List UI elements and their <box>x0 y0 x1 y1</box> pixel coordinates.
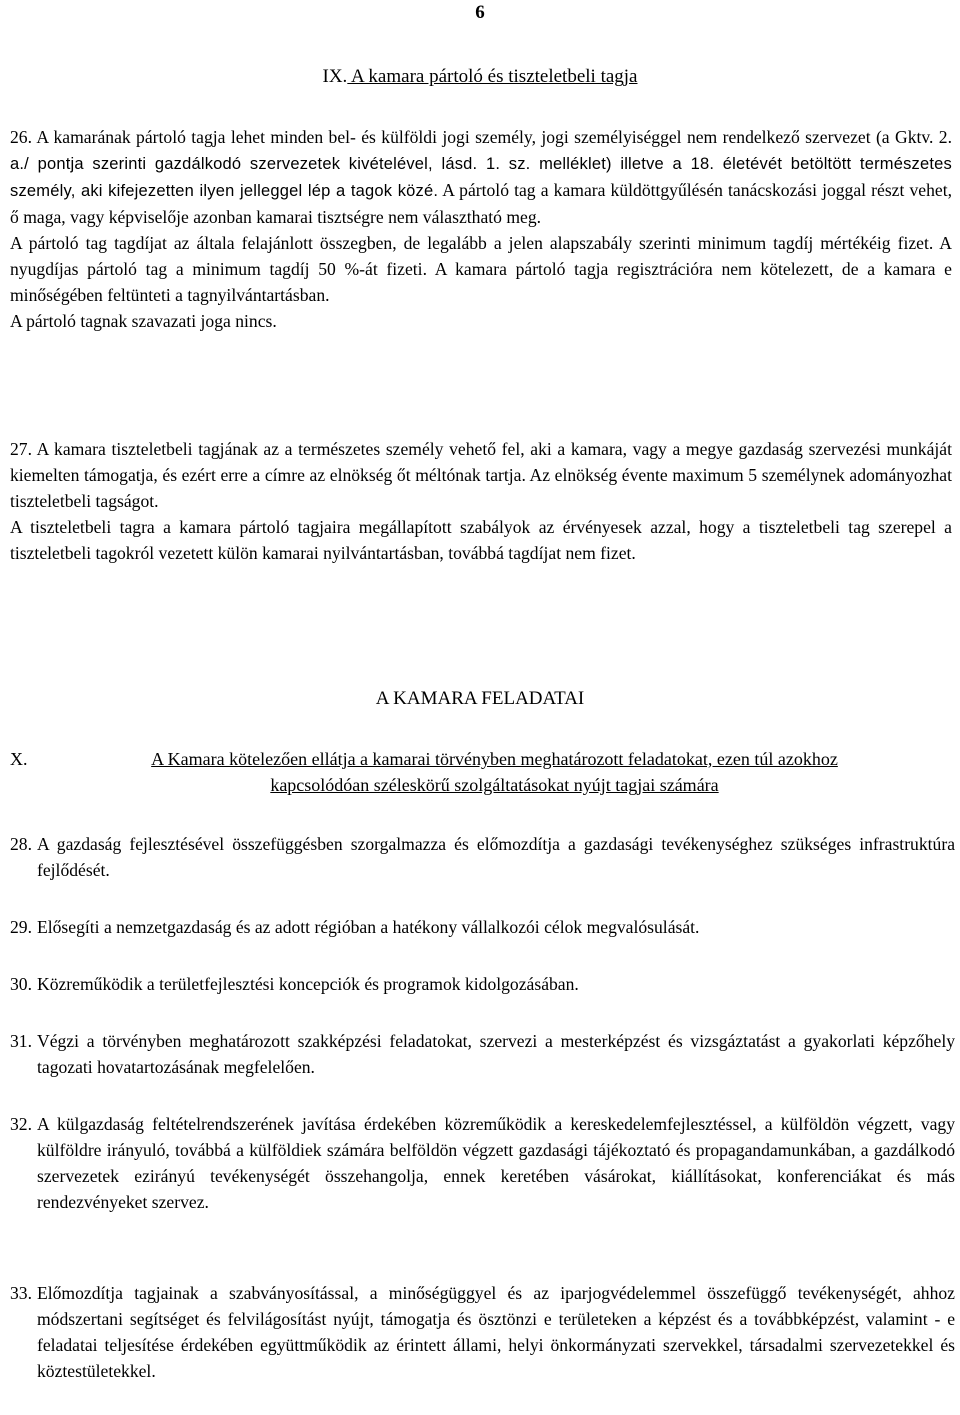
item-29-number: 29. <box>10 917 32 937</box>
item-27-paragraph-1 <box>10 436 952 514</box>
item-26-paragraph-1 <box>10 124 952 230</box>
item-26-lead: A kamarának pártoló tagja lehet minden bel- és külföldi jogi személy, jogi személyiséggel nem rendelkező szervezet (a Gktv. 2. <box>36 127 952 147</box>
section-x-title-line-2: kapcsolódóan széleskörű szolgáltatásokat nyújt tagjai számára <box>270 775 719 795</box>
page-number: 6 <box>475 2 485 23</box>
item-26-number: 26. <box>10 127 32 147</box>
item-32-text: A külgazdaság feltételrendszerének javítása érdekében közreműködik a kereskedelemfejlesztéssel, a külföldön végzett, vagy külföldre irányuló, továbbá a külföldiek számára belföldön végzett gazdasági tájékoztató és propagandamunkában, a gazdálkodó szervezetek ezirányú tevékenységét összehangolja, ennek keretében vásárokat, kiállításokat, konferenciákat és más rendezvényeket szervez. <box>37 1114 955 1212</box>
section-ix-prefix: IX. <box>322 66 348 87</box>
section-x-title <box>37 746 952 798</box>
item-27-paragraph-2: A tiszteletbeli tagra a kamara pártoló tagjaira megállapított szabályok az érvényesek azzal, hogy a tiszteletbeli tag szerepel a tiszteletbeli tagokról vezetett külön kamarai nyilvántartásban, továbbá tagdíjat nem fizet. <box>10 517 952 563</box>
item-28-number: 28. <box>10 834 32 854</box>
item-26-paragraph-3: A pártoló tagnak szavazati joga nincs. <box>10 311 277 331</box>
item-30-number: 30. <box>10 974 32 994</box>
item-26-rest: A pártoló tag a kamara küldöttgyűlésén tanácskozási joggal részt vehet, ő maga, vagy képviselője azonban kamarai tisztségre nem választható meg. <box>10 180 952 227</box>
item-32-number: 32. <box>10 1114 32 1134</box>
item-33-text: Előmozdítja tagjainak a szabványosítással, a minőségüggyel és az iparjogvédelemmel összefüggő tevékenységét, ahhoz módszertani segítséget és felvilágosítást nyújt, támogatja és ösztönzi e területeken a képzést és a továbbképzést, valamint - e feladatai teljesítése érdekében együttműködik az érintett állami, helyi önkormányzati szervekkel, társadalmi szervezetekkel és köztestületekkel. <box>37 1283 955 1381</box>
item-27-text: A kamara tiszteletbeli tagjának az a természetes személy vehető fel, aki a kamara, vagy a megye gazdaság szervezési munkáját kiemelten támogatja, és ezért erre a címre az elnökség őt méltónak tartja. Az elnökség évente maximum 5 személynek adományozhat tiszteletbeli tagságot. <box>10 439 952 511</box>
section-x-title-line-1: A Kamara kötelezően ellátja a kamarai törvényben meghatározott feladatokat, ezen túl azokhoz <box>151 749 838 769</box>
item-31-number: 31. <box>10 1031 32 1051</box>
item-28-text: A gazdaság fejlesztésével összefüggésben szorgalmazza és előmozdítja a gazdasági tevékenységhez szükséges infrastruktúra fejlődését. <box>37 834 955 880</box>
main-heading: A KAMARA FELADATAI <box>375 688 585 709</box>
section-x-prefix: X. <box>10 749 28 769</box>
item-26-paragraph-2: A pártoló tag tagdíjat az általa felajánlott összegben, de legalább a jelen alapszabály szerinti minimum tagdíj mértékéig fizet. A nyugdíjas pártoló tag a minimum tagdíj 50 %-át fizeti. A kamara pártoló tagja regisztrációra nem kötelezett, de a kamara e minőségében feltünteti a tagnyilvántartásban. <box>10 233 952 305</box>
item-30-text: Közreműködik a területfejlesztési koncepciók és programok kidolgozásában. <box>37 974 579 994</box>
item-26-sans-part: a./ pontja szerinti gazdálkodó szervezetek kivételével, lásd. 1. sz. melléklet) illetve a 18. életévét betöltött természetes személy, aki kifejezetten ilyen jelleggel lép a tagok közé. <box>10 155 952 200</box>
section-ix-heading <box>0 64 960 90</box>
item-26 <box>10 124 952 334</box>
item-29-text: Elősegíti a nemzetgazdaság és az adott régióban a hatékony vállalkozói célok megvalósulását. <box>37 917 700 937</box>
item-27-number: 27. <box>10 439 32 459</box>
section-ix-title: A kamara pártoló és tiszteletbeli tagja <box>347 66 638 87</box>
item-31-text: Végzi a törvényben meghatározott szakképzési feladatokat, szervezi a mesterképzést és vizsgáztatást a gyakorlati képzőhely tagozati hovatartozásának megfelelően. <box>37 1031 955 1077</box>
item-27 <box>10 436 952 566</box>
item-33-number: 33. <box>10 1283 32 1303</box>
